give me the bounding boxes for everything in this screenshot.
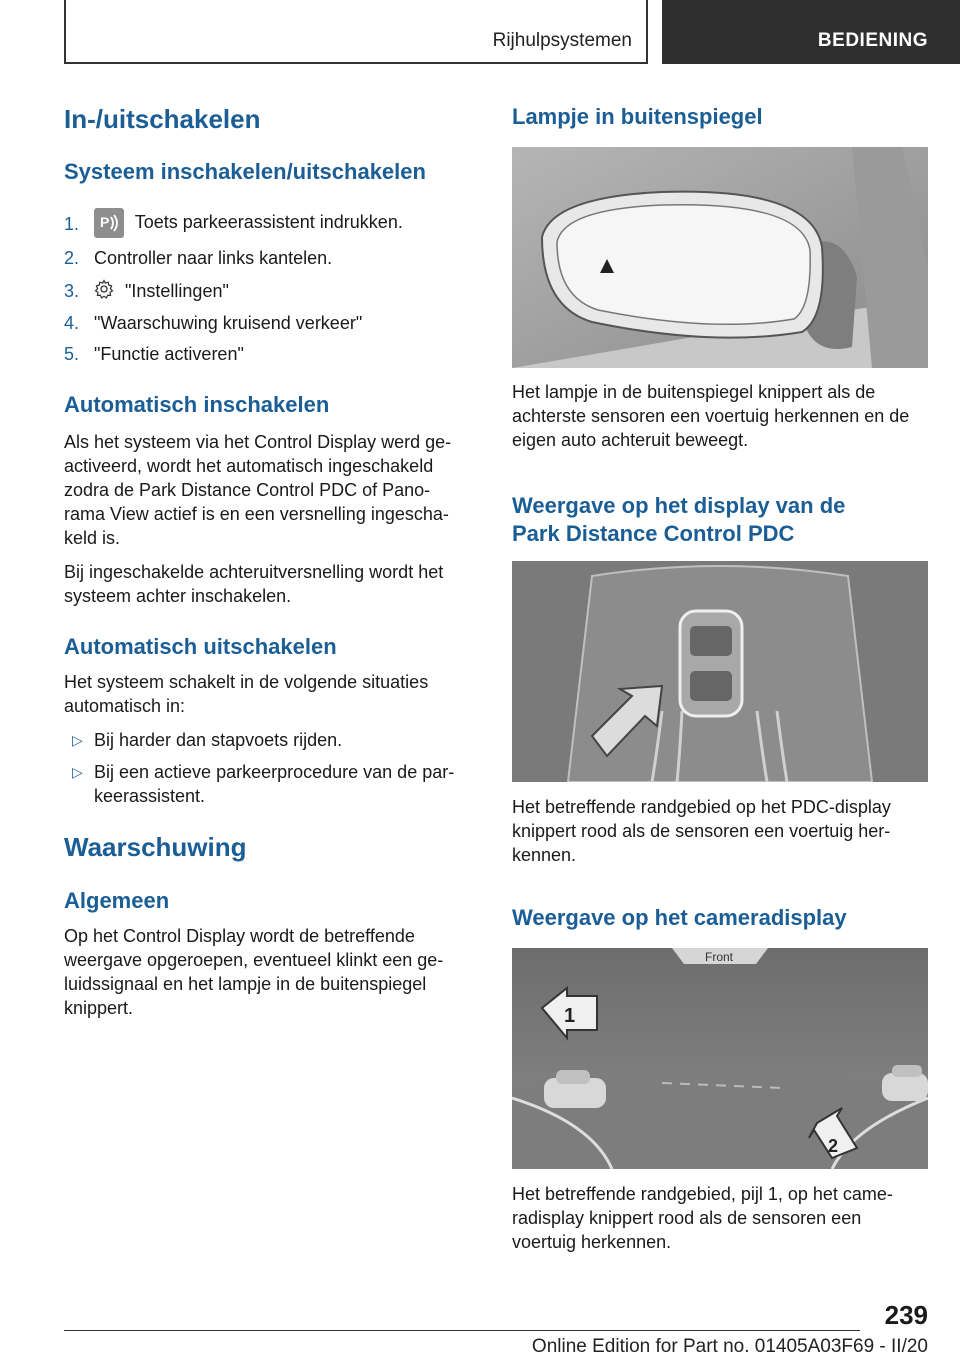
- mirror-illustration: [512, 147, 928, 368]
- paragraph-general: Op het Control Display wordt de betreffende weergave opgeroepen, eventueel klinkt een ge‐ luidssignaal en het lampje in de buitenspiegel knippert.: [64, 926, 444, 1018]
- paragraph-pdc: Het betreffende randgebied op het PDC-display knippert rood als de sensoren een voertuig her‐ kennen.: [512, 797, 891, 865]
- paragraph-camera: Het betreffende randgebied, pijl 1, op het came‐ radisplay knippert rood als de sensoren een voertuig herkennen.: [512, 1184, 893, 1252]
- footer-edition: Online Edition for Part no. 01405A03F69 - II/20: [531, 1336, 928, 1357]
- svg-text:1: 1: [564, 1005, 576, 1027]
- header-section-title: Rijhulpsystemen: [492, 30, 632, 51]
- warning-title: Waarschuwing: [64, 832, 247, 862]
- paragraph-auto-on-1: Als het systeem via het Control Display werd ge‐ activeerd, wordt het automatisch ingeschakeld zodra de Park Distance Control PDC of Pano‐ rama View actief is en een versnelling ingescha‐ keld is.: [64, 432, 452, 548]
- heading-general: Algemeen: [64, 888, 170, 913]
- step-2: [64, 246, 474, 270]
- subsection-title-toggle: Systeem inschakelen/uitschakelen: [64, 159, 426, 184]
- heading-auto-off: Automatisch uitschakelen: [64, 634, 337, 659]
- section-title: In-/uitschakelen: [64, 104, 261, 134]
- heading-auto-on: Automatisch inschakelen: [64, 392, 330, 417]
- step-5: [64, 342, 474, 366]
- bullet-item: ▷ Bij harder dan stapvoets rijden.: [72, 730, 343, 750]
- step-number: 4.: [64, 313, 80, 333]
- svg-text:2: 2: [828, 1136, 839, 1156]
- page-number: 239: [884, 1300, 928, 1330]
- heading-pdc-line1: Weergave op het display van de: [512, 493, 846, 518]
- paragraph-auto-on-2: Bij ingeschakelde achteruitversnelling wordt het systeem achter inschakelen.: [64, 562, 444, 606]
- header-chapter-box: [662, 0, 960, 64]
- step-text: "Waarschuwing kruisend verkeer": [94, 313, 363, 333]
- paragraph-mirror: Het lampje in de buitenspiegel knippert als de achterste sensoren een voertuig herkennen en de eigen auto achteruit beweegt.: [512, 382, 910, 450]
- footer-divider: [64, 1330, 860, 1331]
- header-chapter-title: BEDIENING: [817, 30, 928, 51]
- header-section-box: [64, 0, 648, 64]
- parking-assist-icon: [94, 208, 124, 238]
- step-number: 3.: [64, 281, 80, 301]
- step-number: 2.: [64, 248, 80, 268]
- step-text: Toets parkeerassistent indrukken.: [134, 211, 403, 232]
- step-text: Controller naar links kantelen.: [94, 248, 333, 268]
- step-4: [64, 311, 474, 335]
- step-text: "Instellingen": [125, 281, 229, 301]
- gear-icon: [94, 279, 114, 305]
- step-number: 5.: [64, 344, 80, 364]
- triangle-bullet-icon: ▷: [72, 732, 83, 748]
- svg-text:P: P: [100, 214, 110, 230]
- pdc-display-illustration: [512, 561, 928, 782]
- heading-mirror: Lampje in buitenspiegel: [512, 104, 763, 129]
- step-1: [64, 212, 474, 242]
- step-text: "Functie activeren": [94, 344, 244, 364]
- step-number: 1.: [64, 214, 80, 234]
- heading-pdc-line2: Park Distance Control PDC: [512, 521, 795, 546]
- heading-camera: Weergave op het cameradisplay: [512, 905, 847, 930]
- triangle-bullet-icon: ▷: [72, 764, 83, 780]
- bullet-item: ▷ Bij een actieve parkeerprocedure van de par‐ keerassistent.: [72, 762, 455, 806]
- paragraph-auto-off: Het systeem schakelt in de volgende situaties automatisch in:: [64, 672, 429, 716]
- camera-front-label: Front: [705, 950, 734, 964]
- step-3: [64, 279, 474, 303]
- camera-display-illustration: [512, 948, 928, 1169]
